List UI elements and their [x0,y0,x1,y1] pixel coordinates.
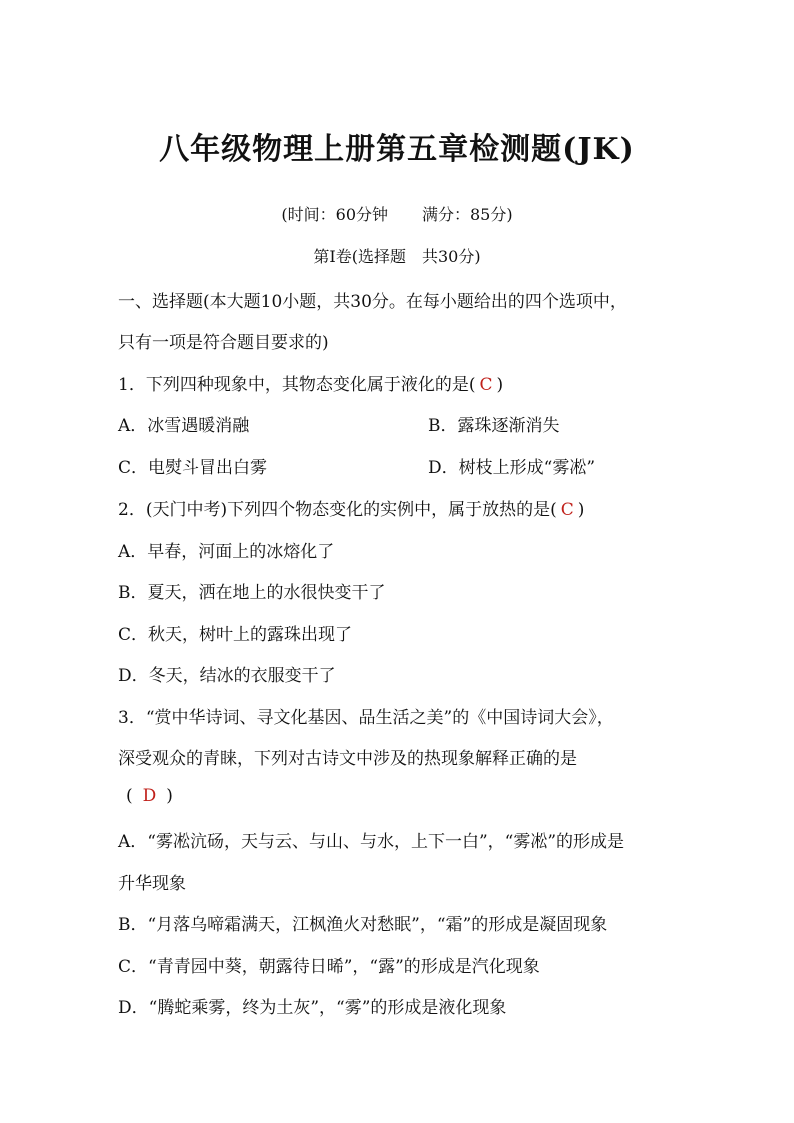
question-3-option-b: B．“月落乌啼霜满天，江枫渔火对愁眠”，“霜”的形成是凝固现象 [118,915,608,935]
question-2-option-d: D．冬天，结冰的衣服变干了 [118,666,336,686]
question-2-answer: C [560,500,574,520]
question-3-answer-paren: ( D ) [126,786,173,806]
part-heading-line2: 只有一项是符合题目要求的) [118,333,329,353]
page-title: 八年级物理上册第五章检测题(JK) [159,132,635,167]
question-1-stem: 1．下列四种现象中，其物态变化属于液化的是( C ) [118,375,504,395]
question-1-option-b: B．露珠逐渐消失 [428,416,560,436]
question-2-option-c: C．秋天，树叶上的露珠出现了 [118,625,353,645]
exam-meta [0,202,794,225]
section-label: 第Ⅰ卷(选择题 共30分) [313,247,481,266]
question-3-stem-line2: 深受观众的青睐，下列对古诗文中涉及的热现象解释正确的是 [118,749,577,769]
part-heading-line1: 一、选择题(本大题10小题，共30分。在每小题给出的四个选项中， [118,292,627,312]
question-2-option-b: B．夏天，洒在地上的水很快变干了 [118,583,386,603]
question-1-option-a: A．冰雪遇暖消融 [118,416,250,436]
question-1-answer: C [479,375,493,395]
question-1-option-d: D．树枝上形成“雾凇” [428,458,596,478]
question-3-option-a-cont: 升华现象 [118,874,186,894]
question-3-option-c: C．“青青园中葵，朝露待日晞”，“露”的形成是汽化现象 [118,957,540,977]
exam-score: 满分：85分) [422,205,513,224]
question-3-stem-line1: 3．“赏中华诗词、寻文化基因、品生活之美”的《中国诗词大会》， [118,708,614,728]
question-3-option-d: D．“腾蛇乘雾，终为土灰”，“雾”的形成是液化现象 [118,998,507,1018]
question-2-stem: 2．(天门中考)下列四个物态变化的实例中，属于放热的是( C ) [118,500,585,520]
question-3-answer: D [142,786,157,806]
question-3-option-a: A．“雾凇沆砀，天与云、与山、与水，上下一白”，“雾凇”的形成是 [118,832,625,852]
exam-time: (时间：60分钟 [281,205,388,224]
question-1-option-c: C．电熨斗冒出白雾 [118,458,268,478]
question-2-option-a: A．早春，河面上的冰熔化了 [118,542,335,562]
